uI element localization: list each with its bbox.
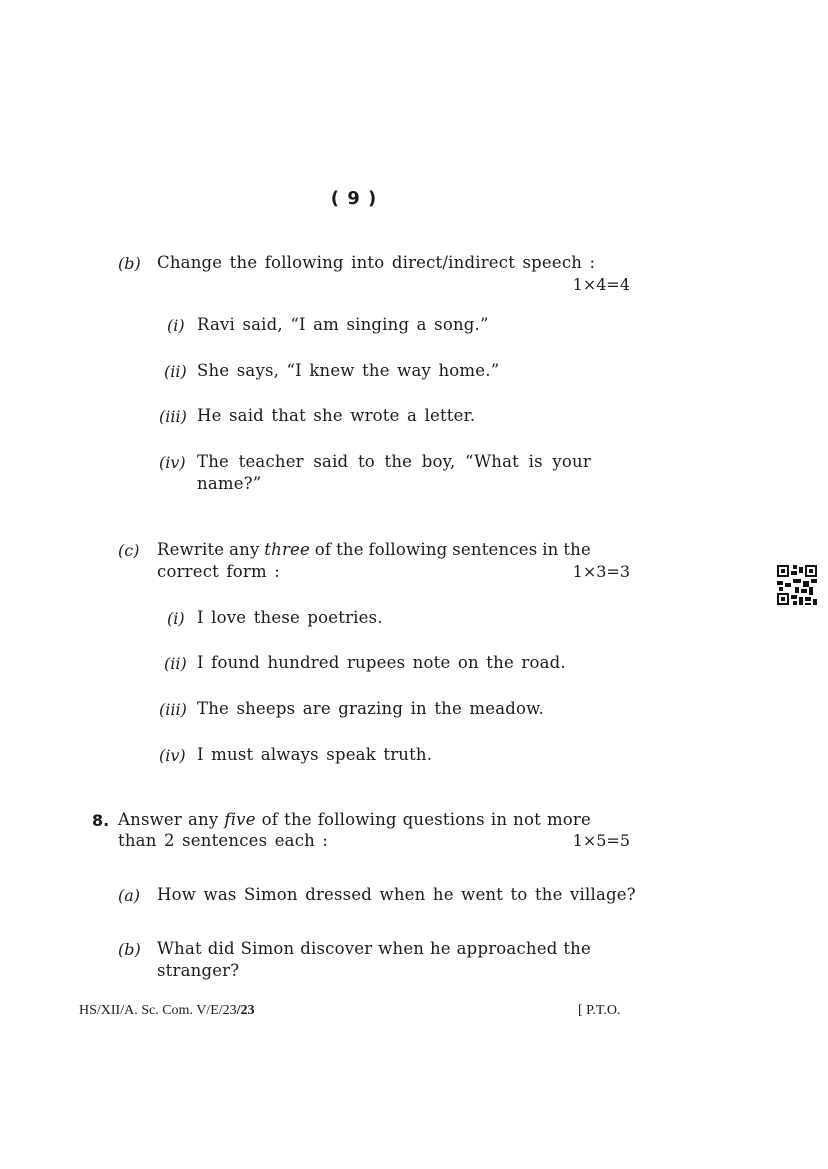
section-c-instruction-line2: correct form : (157, 562, 281, 581)
item-text: He said that she wrote a letter. (197, 406, 476, 425)
question-8-marks: 1×5=5 (572, 831, 630, 850)
item-text: She says, “I knew the way home.” (197, 361, 500, 380)
item-text-line2: name?” (197, 474, 262, 493)
item-label: (iii) (159, 407, 187, 426)
item-text: Ravi said, “I am singing a song.” (197, 315, 489, 334)
qr-code-icon (777, 565, 817, 605)
item-label: (iii) (159, 700, 187, 719)
item-label: (i) (167, 609, 185, 628)
item-label: (ii) (164, 654, 187, 673)
item-label: (ii) (164, 362, 187, 381)
page-number: ( 9 ) (330, 188, 378, 209)
item-label: (a) (118, 886, 141, 905)
section-b-label: (b) (118, 254, 141, 273)
item-text-line1: The teacher said to the boy, “What is your (197, 452, 591, 471)
paper-code: HS/XII/A. Sc. Com. V/E/23/23 (79, 1003, 255, 1018)
question-8-instruction-line1: Answer any five of the following questions in not more (118, 810, 591, 829)
item-text-line1: What did Simon discover when he approached the (157, 939, 591, 958)
section-c-marks: 1×3=3 (572, 562, 630, 581)
section-b-marks: 1×4=4 (572, 275, 630, 294)
item-label: (i) (167, 316, 185, 335)
item-text-line2: stranger? (157, 961, 240, 980)
item-label: (iv) (159, 453, 186, 472)
question-8-instruction-line2: than 2 sentences each : (118, 831, 329, 850)
question-8-number: 8. (92, 811, 110, 830)
item-label: (iv) (159, 746, 186, 765)
item-text: I must always speak truth. (197, 745, 433, 764)
item-text: How was Simon dressed when he went to the village? (157, 885, 636, 904)
item-text: I found hundred rupees note on the road. (197, 653, 566, 672)
item-text: The sheeps are grazing in the meadow. (197, 699, 544, 718)
section-c-label: (c) (118, 541, 140, 560)
section-c-instruction-line1: Rewrite any three of the following sentences in the (157, 540, 591, 559)
pto-marker: [ P.T.O. (578, 1003, 621, 1018)
item-text: I love these poetries. (197, 608, 383, 627)
section-b-instruction: Change the following into direct/indirect speech : (157, 253, 596, 272)
item-label: (b) (118, 940, 141, 959)
